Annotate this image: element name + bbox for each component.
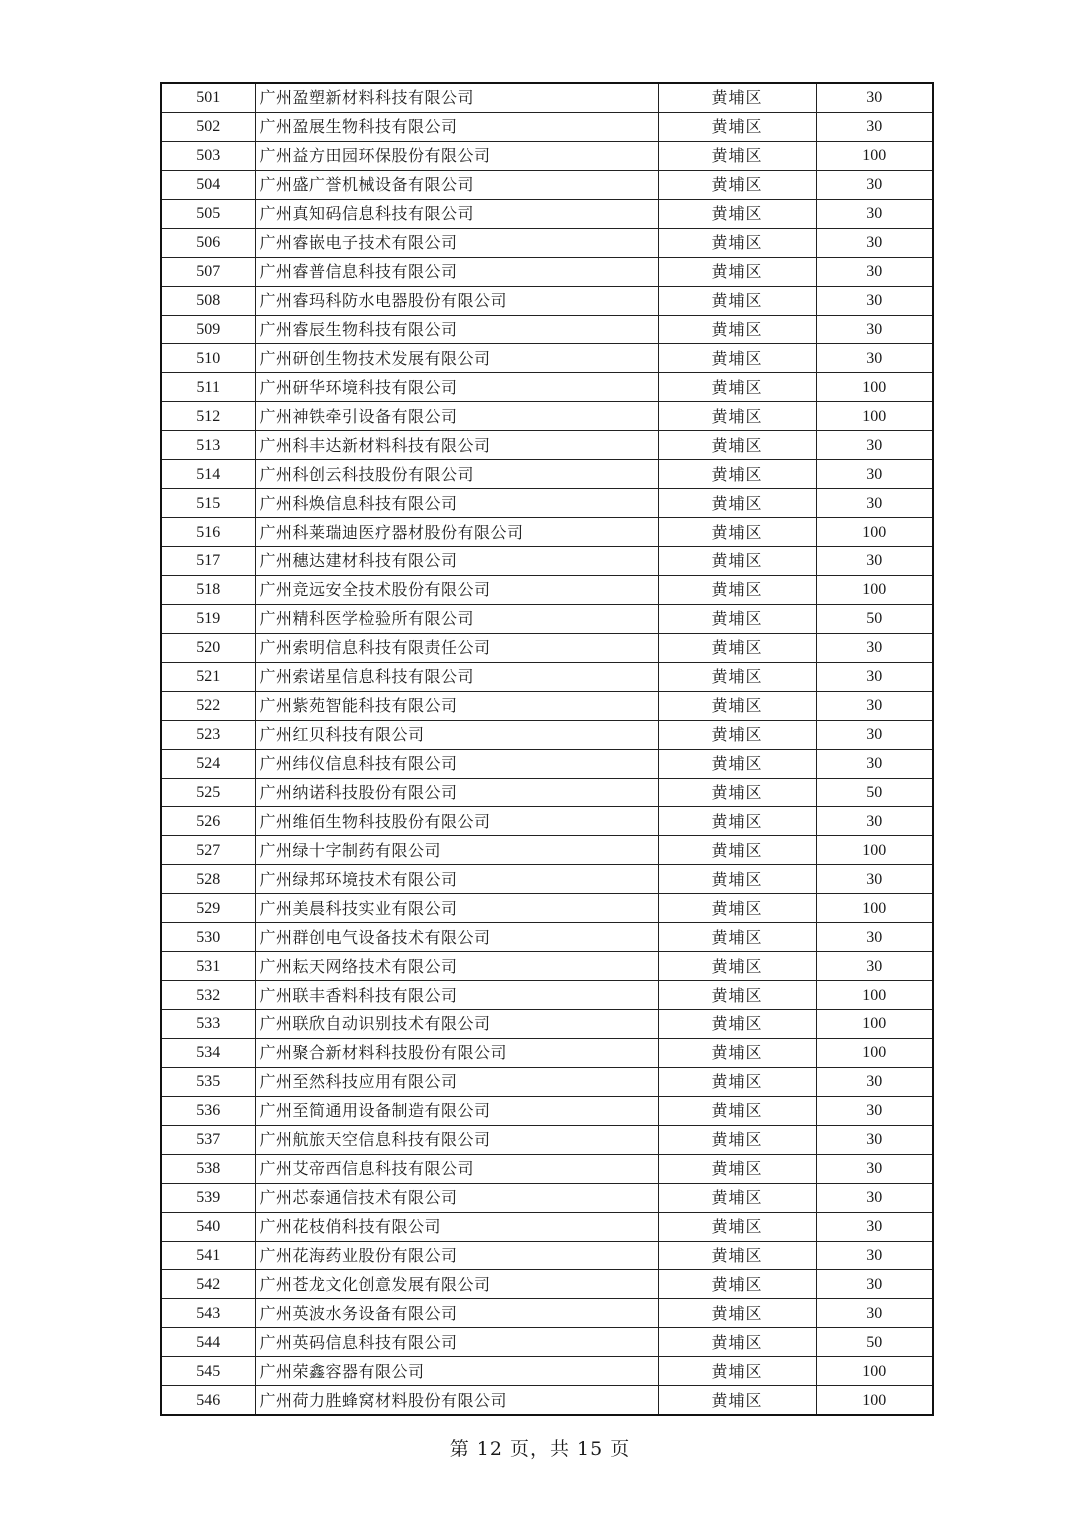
district: 黄埔区	[658, 83, 816, 112]
amount: 100	[816, 981, 933, 1010]
amount: 30	[816, 952, 933, 981]
company-name: 广州竞远安全技术股份有限公司	[255, 575, 658, 604]
table-row	[161, 1212, 933, 1241]
row-number: 528	[161, 865, 255, 894]
table-row	[161, 315, 933, 344]
company-name: 广州盛广誉机械设备有限公司	[255, 170, 658, 199]
table-row	[161, 286, 933, 315]
amount: 30	[816, 1067, 933, 1096]
table-row	[161, 1038, 933, 1067]
row-number: 530	[161, 923, 255, 952]
company-name: 广州航旅天空信息科技有限公司	[255, 1125, 658, 1154]
company-name: 广州科焕信息科技有限公司	[255, 489, 658, 518]
amount: 30	[816, 662, 933, 691]
table-row	[161, 518, 933, 547]
row-number: 526	[161, 807, 255, 836]
table-row	[161, 575, 933, 604]
company-name: 广州睿辰生物科技有限公司	[255, 315, 658, 344]
district: 黄埔区	[658, 836, 816, 865]
row-number: 545	[161, 1357, 255, 1386]
company-name: 广州紫苑智能科技有限公司	[255, 691, 658, 720]
district: 黄埔区	[658, 923, 816, 952]
district: 黄埔区	[658, 1010, 816, 1039]
company-name: 广州至然科技应用有限公司	[255, 1067, 658, 1096]
company-name: 广州花海药业股份有限公司	[255, 1241, 658, 1270]
row-number: 521	[161, 662, 255, 691]
row-number: 546	[161, 1386, 255, 1415]
amount: 30	[816, 547, 933, 576]
row-number: 506	[161, 228, 255, 257]
row-number: 501	[161, 83, 255, 112]
district: 黄埔区	[658, 257, 816, 286]
table-row	[161, 894, 933, 923]
district: 黄埔区	[658, 373, 816, 402]
table-row	[161, 402, 933, 431]
table-row	[161, 344, 933, 373]
district: 黄埔区	[658, 1154, 816, 1183]
amount: 50	[816, 1328, 933, 1357]
table-row	[161, 1241, 933, 1270]
amount: 30	[816, 1183, 933, 1212]
company-name: 广州绿邦环境技术有限公司	[255, 865, 658, 894]
table-row	[161, 836, 933, 865]
district: 黄埔区	[658, 1270, 816, 1299]
table-row	[161, 1125, 933, 1154]
district: 黄埔区	[658, 720, 816, 749]
row-number: 534	[161, 1038, 255, 1067]
row-number: 529	[161, 894, 255, 923]
row-number: 520	[161, 633, 255, 662]
district: 黄埔区	[658, 547, 816, 576]
amount: 100	[816, 575, 933, 604]
amount: 30	[816, 460, 933, 489]
district: 黄埔区	[658, 170, 816, 199]
company-name: 广州英波水务设备有限公司	[255, 1299, 658, 1328]
company-name: 广州盈展生物科技有限公司	[255, 112, 658, 141]
district: 黄埔区	[658, 575, 816, 604]
district: 黄埔区	[658, 749, 816, 778]
district: 黄埔区	[658, 228, 816, 257]
amount: 30	[816, 720, 933, 749]
district: 黄埔区	[658, 286, 816, 315]
row-number: 537	[161, 1125, 255, 1154]
amount: 30	[816, 83, 933, 112]
table-row	[161, 633, 933, 662]
amount: 30	[816, 807, 933, 836]
row-number: 519	[161, 604, 255, 633]
table-row	[161, 778, 933, 807]
district: 黄埔区	[658, 778, 816, 807]
company-name: 广州联丰香料科技有限公司	[255, 981, 658, 1010]
company-name: 广州睿普信息科技有限公司	[255, 257, 658, 286]
company-name: 广州盈塑新材料科技有限公司	[255, 83, 658, 112]
row-number: 503	[161, 141, 255, 170]
district: 黄埔区	[658, 662, 816, 691]
table-row	[161, 1299, 933, 1328]
amount: 100	[816, 1357, 933, 1386]
district: 黄埔区	[658, 807, 816, 836]
company-name: 广州美晨科技实业有限公司	[255, 894, 658, 923]
table-row	[161, 1328, 933, 1357]
table-row	[161, 952, 933, 981]
row-number: 505	[161, 199, 255, 228]
table-row	[161, 662, 933, 691]
amount: 100	[816, 894, 933, 923]
amount: 30	[816, 431, 933, 460]
table-row	[161, 460, 933, 489]
amount: 100	[816, 373, 933, 402]
table-row	[161, 112, 933, 141]
table-row	[161, 257, 933, 286]
row-number: 531	[161, 952, 255, 981]
company-name: 广州索明信息科技有限责任公司	[255, 633, 658, 662]
district: 黄埔区	[658, 1386, 816, 1415]
district: 黄埔区	[658, 981, 816, 1010]
amount: 30	[816, 1212, 933, 1241]
district: 黄埔区	[658, 1241, 816, 1270]
row-number: 508	[161, 286, 255, 315]
table-row	[161, 373, 933, 402]
district: 黄埔区	[658, 518, 816, 547]
district: 黄埔区	[658, 1299, 816, 1328]
row-number: 502	[161, 112, 255, 141]
row-number: 504	[161, 170, 255, 199]
table-row	[161, 923, 933, 952]
amount: 100	[816, 1038, 933, 1067]
table-row	[161, 807, 933, 836]
table-row	[161, 170, 933, 199]
district: 黄埔区	[658, 460, 816, 489]
district: 黄埔区	[658, 315, 816, 344]
district: 黄埔区	[658, 1067, 816, 1096]
company-name: 广州芯泰通信技术有限公司	[255, 1183, 658, 1212]
amount: 30	[816, 344, 933, 373]
company-name: 广州荣鑫容器有限公司	[255, 1357, 658, 1386]
row-number: 532	[161, 981, 255, 1010]
company-name: 广州苍龙文化创意发展有限公司	[255, 1270, 658, 1299]
district: 黄埔区	[658, 691, 816, 720]
district: 黄埔区	[658, 199, 816, 228]
row-number: 525	[161, 778, 255, 807]
district: 黄埔区	[658, 1212, 816, 1241]
amount: 50	[816, 604, 933, 633]
row-number: 540	[161, 1212, 255, 1241]
district: 黄埔区	[658, 489, 816, 518]
table-row	[161, 1357, 933, 1386]
row-number: 515	[161, 489, 255, 518]
table-row	[161, 1154, 933, 1183]
amount: 100	[816, 141, 933, 170]
amount: 30	[816, 228, 933, 257]
district: 黄埔区	[658, 141, 816, 170]
table-row	[161, 547, 933, 576]
amount: 30	[816, 923, 933, 952]
company-name: 广州科创云科技股份有限公司	[255, 460, 658, 489]
table-row	[161, 1386, 933, 1415]
amount: 50	[816, 778, 933, 807]
company-name: 广州索诺星信息科技有限公司	[255, 662, 658, 691]
row-number: 512	[161, 402, 255, 431]
row-number: 543	[161, 1299, 255, 1328]
row-number: 513	[161, 431, 255, 460]
company-name: 广州研华环境科技有限公司	[255, 373, 658, 402]
district: 黄埔区	[658, 344, 816, 373]
table-row	[161, 1270, 933, 1299]
amount: 100	[816, 1010, 933, 1039]
amount: 30	[816, 1154, 933, 1183]
table-row	[161, 1096, 933, 1125]
company-name: 广州荷力胜蜂窝材料股份有限公司	[255, 1386, 658, 1415]
amount: 30	[816, 749, 933, 778]
district: 黄埔区	[658, 604, 816, 633]
company-name: 广州聚合新材料科技股份有限公司	[255, 1038, 658, 1067]
district: 黄埔区	[658, 1328, 816, 1357]
row-number: 536	[161, 1096, 255, 1125]
district: 黄埔区	[658, 1357, 816, 1386]
amount: 30	[816, 112, 933, 141]
company-name: 广州精科医学检验所有限公司	[255, 604, 658, 633]
amount: 30	[816, 633, 933, 662]
table-row	[161, 1067, 933, 1096]
row-number: 542	[161, 1270, 255, 1299]
row-number: 523	[161, 720, 255, 749]
company-name: 广州维佰生物科技股份有限公司	[255, 807, 658, 836]
row-number: 538	[161, 1154, 255, 1183]
company-name: 广州研创生物技术发展有限公司	[255, 344, 658, 373]
district: 黄埔区	[658, 633, 816, 662]
amount: 100	[816, 518, 933, 547]
table-row	[161, 720, 933, 749]
company-name: 广州花枝俏科技有限公司	[255, 1212, 658, 1241]
district: 黄埔区	[658, 894, 816, 923]
table-row	[161, 1183, 933, 1212]
company-name: 广州睿玛科防水电器股份有限公司	[255, 286, 658, 315]
row-number: 514	[161, 460, 255, 489]
table-row	[161, 489, 933, 518]
amount: 100	[816, 402, 933, 431]
company-name: 广州艾帝西信息科技有限公司	[255, 1154, 658, 1183]
row-number: 509	[161, 315, 255, 344]
company-name: 广州睿嵌电子技术有限公司	[255, 228, 658, 257]
row-number: 507	[161, 257, 255, 286]
district: 黄埔区	[658, 1125, 816, 1154]
row-number: 535	[161, 1067, 255, 1096]
company-name: 广州穗达建材科技有限公司	[255, 547, 658, 576]
table-row	[161, 1010, 933, 1039]
company-name: 广州纳诺科技股份有限公司	[255, 778, 658, 807]
district: 黄埔区	[658, 112, 816, 141]
district: 黄埔区	[658, 865, 816, 894]
row-number: 518	[161, 575, 255, 604]
table-row	[161, 865, 933, 894]
amount: 30	[816, 865, 933, 894]
amount: 30	[816, 1241, 933, 1270]
table-row	[161, 228, 933, 257]
row-number: 533	[161, 1010, 255, 1039]
company-name: 广州益方田园环保股份有限公司	[255, 141, 658, 170]
company-name: 广州绿十字制药有限公司	[255, 836, 658, 865]
company-name: 广州真知码信息科技有限公司	[255, 199, 658, 228]
company-name: 广州科莱瑞迪医疗器材股份有限公司	[255, 518, 658, 547]
amount: 30	[816, 1270, 933, 1299]
company-name: 广州英码信息科技有限公司	[255, 1328, 658, 1357]
table-row	[161, 199, 933, 228]
district: 黄埔区	[658, 431, 816, 460]
table-row	[161, 83, 933, 112]
amount: 30	[816, 170, 933, 199]
row-number: 539	[161, 1183, 255, 1212]
table-body	[161, 83, 933, 1415]
district: 黄埔区	[658, 402, 816, 431]
company-name: 广州神铁牵引设备有限公司	[255, 402, 658, 431]
amount: 30	[816, 257, 933, 286]
row-number: 541	[161, 1241, 255, 1270]
amount: 30	[816, 1299, 933, 1328]
row-number: 544	[161, 1328, 255, 1357]
page-number: 第 12 页，共 15 页	[449, 1438, 631, 1460]
amount: 30	[816, 1125, 933, 1154]
row-number: 510	[161, 344, 255, 373]
district: 黄埔区	[658, 1038, 816, 1067]
row-number: 524	[161, 749, 255, 778]
company-name: 广州至简通用设备制造有限公司	[255, 1096, 658, 1125]
company-name: 广州联欣自动识别技术有限公司	[255, 1010, 658, 1039]
row-number: 527	[161, 836, 255, 865]
table-row	[161, 749, 933, 778]
company-name: 广州群创电气设备技术有限公司	[255, 923, 658, 952]
table-row	[161, 691, 933, 720]
company-name: 广州纬仪信息科技有限公司	[255, 749, 658, 778]
company-name: 广州耘天网络技术有限公司	[255, 952, 658, 981]
company-name: 广州科丰达新材料科技有限公司	[255, 431, 658, 460]
table-row	[161, 431, 933, 460]
amount: 30	[816, 1096, 933, 1125]
company-list-table	[160, 82, 934, 1416]
district: 黄埔区	[658, 1183, 816, 1212]
amount: 30	[816, 199, 933, 228]
amount: 30	[816, 489, 933, 518]
row-number: 522	[161, 691, 255, 720]
amount: 30	[816, 286, 933, 315]
amount: 30	[816, 691, 933, 720]
district: 黄埔区	[658, 1096, 816, 1125]
row-number: 517	[161, 547, 255, 576]
table-row	[161, 981, 933, 1010]
table-row	[161, 141, 933, 170]
table-row	[161, 604, 933, 633]
district: 黄埔区	[658, 952, 816, 981]
amount: 100	[816, 836, 933, 865]
amount: 100	[816, 1386, 933, 1415]
row-number: 511	[161, 373, 255, 402]
amount: 30	[816, 315, 933, 344]
company-name: 广州红贝科技有限公司	[255, 720, 658, 749]
row-number: 516	[161, 518, 255, 547]
